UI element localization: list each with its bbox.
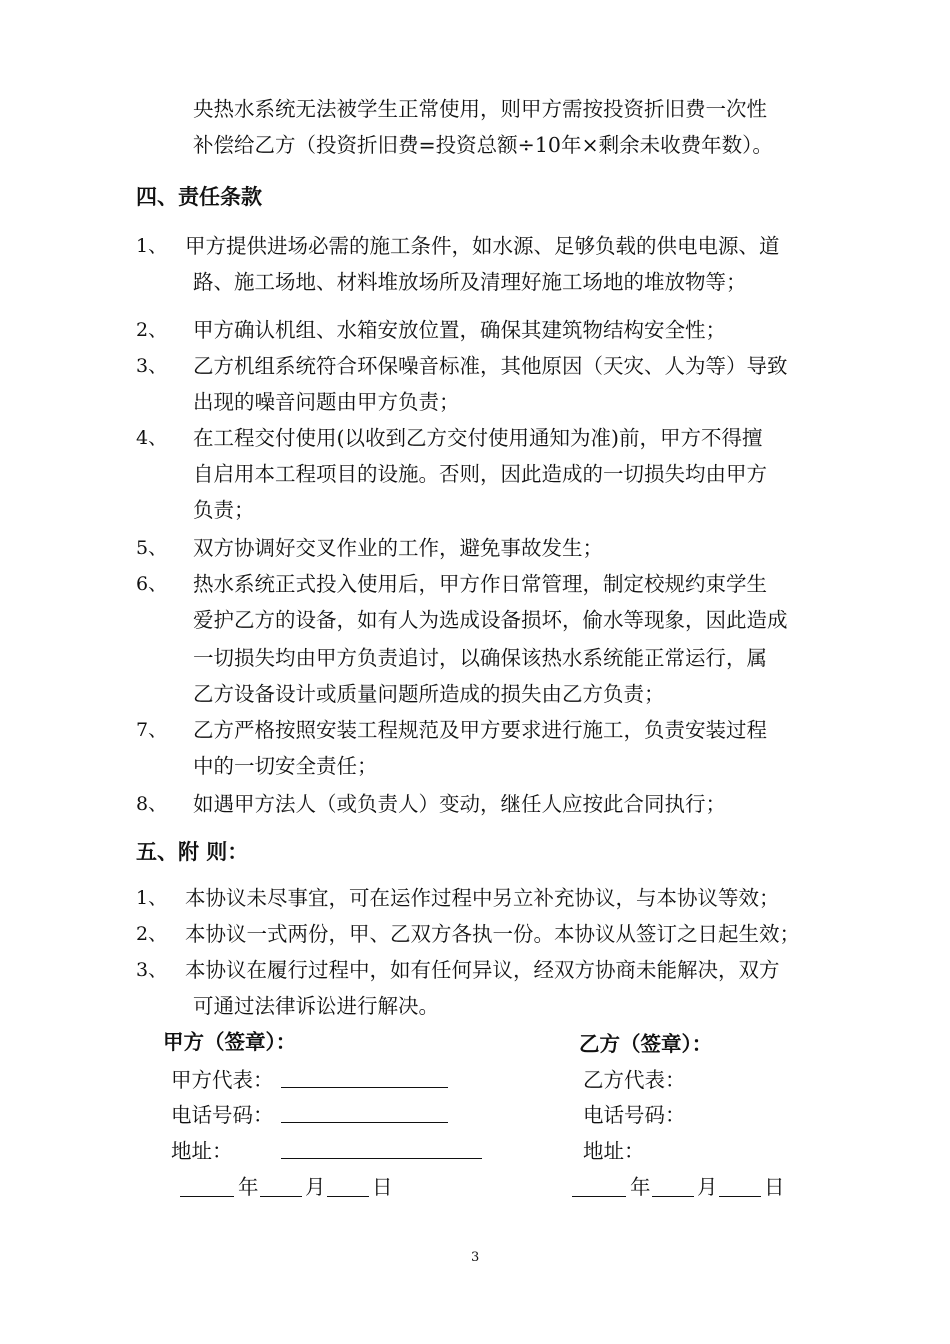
party-a-rep-line[interactable]	[281, 1087, 448, 1088]
clause-text: 甲方确认机组、水箱安放位置，确保其建筑物结构安全性；	[193, 318, 726, 342]
clause-text: 出现的噪音问题由甲方负责；	[193, 390, 460, 414]
clause-text: 中的一切安全责任；	[193, 754, 378, 778]
party-a-address-line[interactable]	[281, 1158, 482, 1159]
party-b-address-label: 地址：	[583, 1139, 645, 1163]
clause-text: 双方协调好交叉作业的工作，避免事故发生；	[193, 536, 603, 560]
clause-text: 本协议未尽事宜，可在运作过程中另立补充协议，与本协议等效；	[185, 886, 780, 910]
party-a-address-label: 地址：	[171, 1139, 233, 1163]
page-number: 3	[471, 1250, 480, 1265]
clause-text: 一切损失均由甲方负责追讨，以确保该热水系统能正常运行，属	[193, 646, 767, 670]
party-b-month-label: 月	[697, 1175, 718, 1199]
clause-text: 乙方设备设计或质量问题所造成的损失由乙方负责；	[193, 682, 665, 706]
party-b-year-line[interactable]	[572, 1196, 626, 1197]
clause-text: 负责；	[193, 498, 255, 522]
clause-text: 路、施工场地、材料堆放场所及清理好施工场地的堆放物等；	[193, 270, 747, 294]
item-number: 3、	[136, 959, 168, 981]
party-a-phone-line[interactable]	[281, 1122, 448, 1123]
party-a-day-line[interactable]	[327, 1196, 369, 1197]
section-heading-responsibility: 四、责任条款	[136, 185, 262, 209]
party-a-phone-label: 电话号码：	[171, 1103, 274, 1127]
party-b-rep-label: 乙方代表：	[583, 1068, 686, 1092]
item-number: 8、	[136, 793, 168, 815]
clause-text: 在工程交付使用(以收到乙方交付使用通知为准)前，甲方不得擅	[193, 426, 763, 450]
item-number: 6、	[136, 573, 168, 595]
continuation-line-2: 补偿给乙方（投资折旧费=投资总额÷10年×剩余未收费年数）。	[193, 133, 773, 157]
party-a-month-label: 月	[305, 1175, 326, 1199]
party-a-rep-label: 甲方代表：	[171, 1068, 274, 1092]
clause-text: 甲方提供进场必需的施工条件，如水源、足够负载的供电电源、道	[185, 234, 780, 258]
party-a-seal-title: 甲方（签章）：	[163, 1030, 297, 1054]
item-number: 5、	[136, 537, 168, 559]
item-number: 3、	[136, 355, 168, 377]
party-b-phone-label: 电话号码：	[583, 1103, 686, 1127]
party-b-day-line[interactable]	[719, 1196, 761, 1197]
party-b-month-line[interactable]	[652, 1196, 694, 1197]
clause-text: 自启用本工程项目的设施。否则，因此造成的一切损失均由甲方	[193, 462, 767, 486]
clause-text: 爱护乙方的设备，如有人为选成设备损坏，偷水等现象，因此造成	[193, 608, 788, 632]
party-a-year-line[interactable]	[180, 1196, 234, 1197]
item-number: 1、	[136, 887, 168, 909]
continuation-line-1: 央热水系统无法被学生正常使用，则甲方需按投资折旧费一次性	[193, 97, 767, 121]
item-number: 2、	[136, 319, 168, 341]
party-a-day-label: 日	[372, 1175, 393, 1199]
clause-text: 可通过法律诉讼进行解决。	[193, 994, 439, 1018]
party-a-year-label: 年	[238, 1175, 259, 1199]
item-number: 2、	[136, 923, 168, 945]
party-b-seal-title: 乙方（签章）：	[579, 1032, 713, 1056]
party-a-month-line[interactable]	[260, 1196, 302, 1197]
item-number: 7、	[136, 719, 168, 741]
section-heading-supplementary: 五、附 则：	[136, 840, 249, 864]
clause-text: 本协议在履行过程中，如有任何异议，经双方协商未能解决，双方	[185, 958, 780, 982]
party-b-day-label: 日	[764, 1175, 785, 1199]
party-b-year-label: 年	[630, 1175, 651, 1199]
clause-text: 乙方严格按照安装工程规范及甲方要求进行施工，负责安装过程	[193, 718, 767, 742]
item-number: 1、	[136, 235, 168, 257]
clause-text: 乙方机组系统符合环保噪音标准，其他原因（天灾、人为等）导致	[193, 354, 788, 378]
clause-text: 热水系统正式投入使用后，甲方作日常管理，制定校规约束学生	[193, 572, 767, 596]
clause-text: 本协议一式两份，甲、乙双方各执一份。本协议从签订之日起生效；	[185, 922, 800, 946]
item-number: 4、	[136, 427, 168, 449]
clause-text: 如遇甲方法人（或负责人）变动，继任人应按此合同执行；	[193, 792, 726, 816]
